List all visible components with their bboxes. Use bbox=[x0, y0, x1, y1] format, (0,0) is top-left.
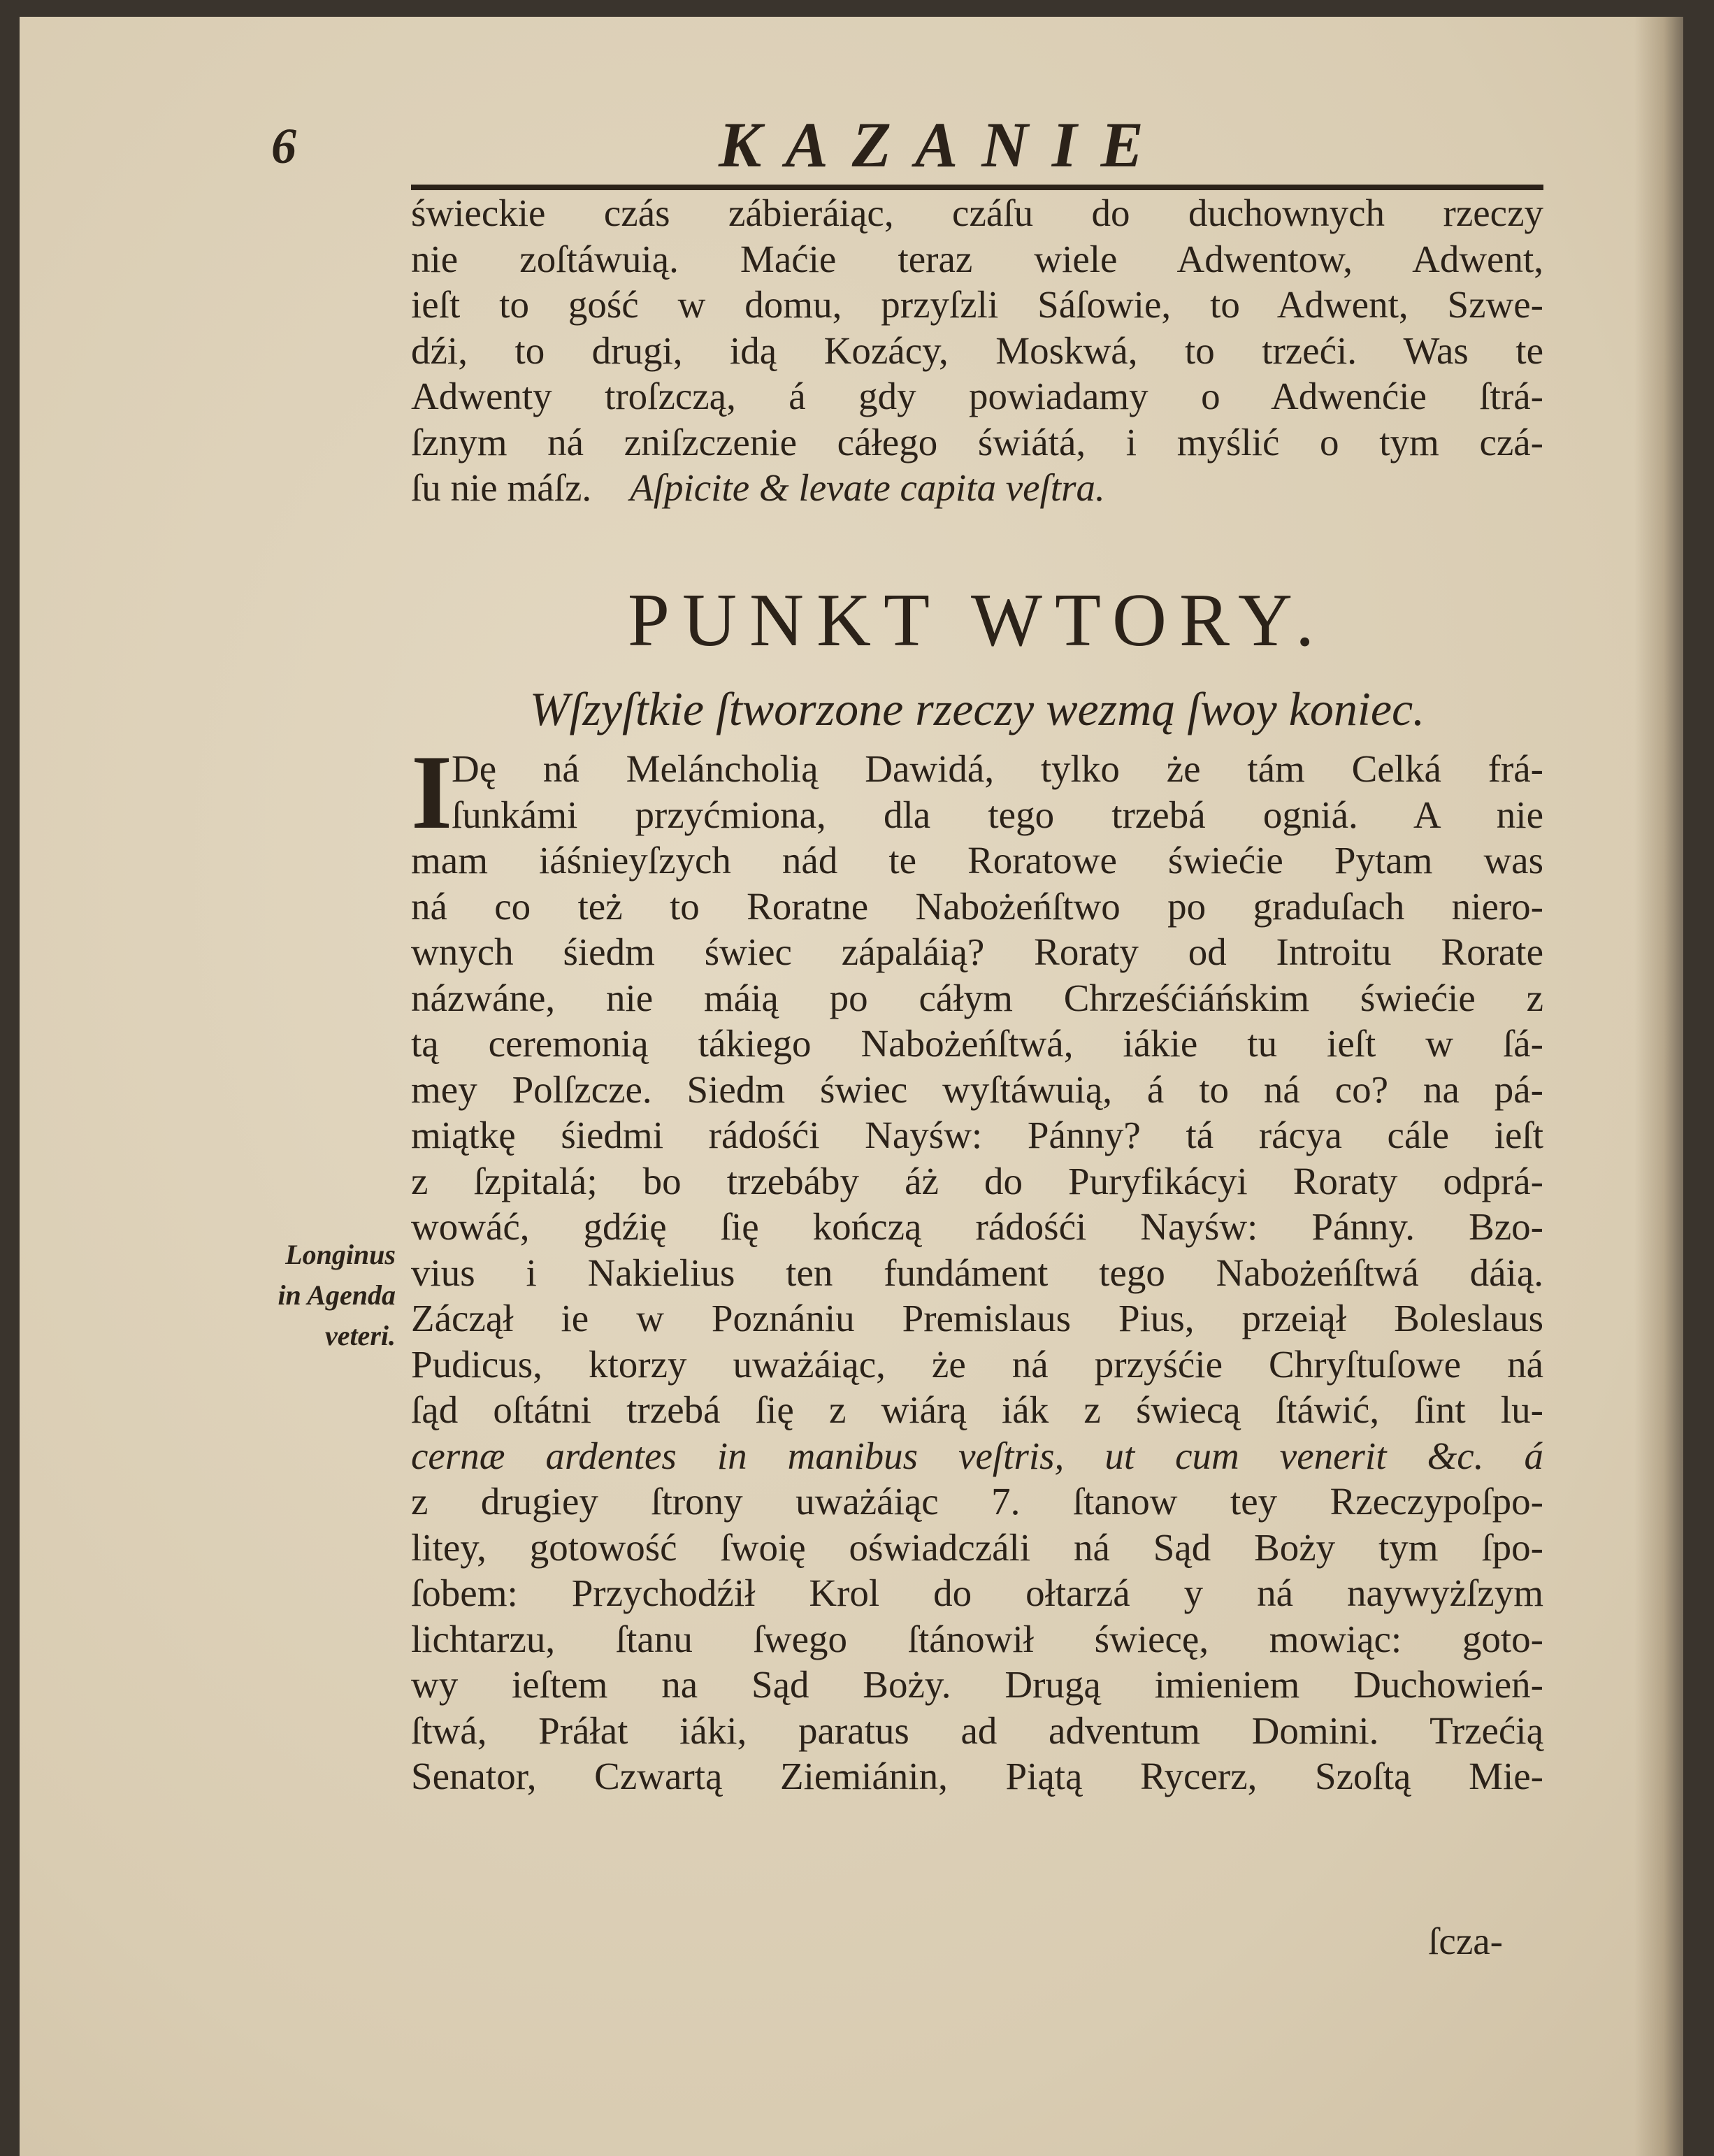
text-line: ſu nie máſz. bbox=[411, 466, 592, 509]
latin-quote: Aſpicite & levate capita veſtra. bbox=[630, 466, 1105, 509]
marginal-note-line: veteri. bbox=[324, 1320, 396, 1351]
header-rule bbox=[411, 185, 1543, 190]
text-line: vius i Nakielius ten fundáment tego Nabożeńſtwá dáią. bbox=[411, 1251, 1543, 1294]
text-line: ná co też to Roratne Nabożeńſtwo po graduſach niero- bbox=[411, 884, 1543, 928]
text-line: Záczął ie w Poznániu Premislaus Pius, przeiął Boleslaus bbox=[411, 1297, 1543, 1339]
text-line: názwáne, nie máią po cáłym Chrześćiáńskim świećie z bbox=[411, 976, 1543, 1019]
text-line: Senator, Czwartą Ziemiánin, Piątą Rycerz, Szoſtą Mie- bbox=[411, 1755, 1543, 1797]
marginal-note-line: in Agenda bbox=[278, 1279, 396, 1311]
text-line: dźi, to drugi, idą Kozácy, Moskwá, to trzeći. Was te bbox=[411, 329, 1543, 372]
text-line: mam iáśnieyſzych nád te Roratowe świećie Pytam was bbox=[411, 839, 1543, 882]
paragraph-1 bbox=[411, 190, 1543, 511]
text-line: wy ieſtem na Sąd Boży. Drugą imieniem Duchowień- bbox=[411, 1663, 1543, 1706]
text-line: wowáć, gdźię ſię kończą rádośći Nayśw: Pánny. Bzo- bbox=[411, 1205, 1543, 1248]
text-line: z drugiey ſtrony uważáiąc 7. ſtanow tey Rzeczypoſpo- bbox=[411, 1480, 1543, 1523]
text-line: miątkę śiedmi rádośći Nayśw: Pánny? tá rácya cále ieſt bbox=[411, 1114, 1543, 1156]
drop-cap: I bbox=[411, 733, 453, 851]
text-line: Adwenty troſzczą, á gdy powiadamy o Adwenćie ſtrá- bbox=[411, 375, 1543, 417]
text-line: Dę ná Meláncholią Dawidá, tylko że tám Celká frá- bbox=[452, 747, 1543, 790]
text-line: litey, gotowość ſwoię oświadczáli ná Sąd Boży tym ſpo- bbox=[411, 1525, 1543, 1569]
text-line: ſobem: Przychodźił Krol do ołtarzá y ná naywyżſzym bbox=[411, 1572, 1543, 1614]
section-heading: PUNKT WTORY. bbox=[627, 579, 1327, 662]
text-line: tą ceremonią tákiego Nabożeńſtwá, iákie tu ieſt w ſá- bbox=[411, 1022, 1543, 1065]
text-line: świeckie czás zábieráiąc, czáſu do duchownych rzeczy bbox=[411, 192, 1543, 234]
page-gutter-shadow bbox=[1634, 17, 1683, 2156]
text-line: cernæ ardentes in manibus veſtris, ut cum venerit &c. á bbox=[411, 1434, 1543, 1477]
page-number: 6 bbox=[271, 118, 296, 174]
text-line: ſunkámi przyćmiona, dla tego trzebá ogniá. A nie bbox=[452, 793, 1543, 836]
text-line: ſąd oſtátni trzebá ſię z wiárą iák z świecą ſtáwić, ſint lu- bbox=[411, 1388, 1543, 1431]
book-page bbox=[20, 17, 1683, 2156]
text-line: ieſt to gość w domu, przyſzli Sáſowie, to Adwent, Szwe- bbox=[411, 283, 1543, 326]
text-line: Pudicus, ktorzy uważáiąc, że ná przyśćie Chryſtuſowe ná bbox=[411, 1342, 1543, 1386]
catchword: ſcza- bbox=[1428, 1920, 1503, 1962]
text-line: ſtwá, Práłat iáki, paratus ad adventum Domini. Trzećią bbox=[411, 1709, 1543, 1752]
running-head bbox=[20, 108, 1683, 192]
running-title: KAZANIE bbox=[719, 109, 1167, 180]
text-line: lichtarzu, ſtanu ſwego ſtánowił świecę, mowiąc: goto- bbox=[411, 1617, 1543, 1660]
text-line: z ſzpitalá; bo trzebáby áż do Puryfikácyi Roraty odprá- bbox=[411, 1159, 1543, 1202]
section-subheading: Wſzyſtkie ſtworzone rzeczy wezmą ſwoy koniec. bbox=[529, 682, 1425, 735]
marginal-note bbox=[242, 1235, 396, 1356]
text-line: ſznym ná zniſzczenie cáłego świátá, i myślić o tym czá- bbox=[411, 420, 1543, 463]
text-line-with-quote bbox=[411, 465, 1543, 511]
paragraph-2 bbox=[411, 733, 1543, 1799]
marginal-note-line: Longinus bbox=[285, 1239, 396, 1270]
text-line: mey Polſzcze. Siedm świec wyſtáwuią, á to ná co? na pá- bbox=[411, 1068, 1543, 1111]
text-line: nie zoſtáwuią. Maćie teraz wiele Adwentow, Adwent, bbox=[411, 237, 1543, 280]
text-line: wnych śiedm świec zápaláią? Roraty od Introitu Rorate bbox=[411, 930, 1543, 973]
